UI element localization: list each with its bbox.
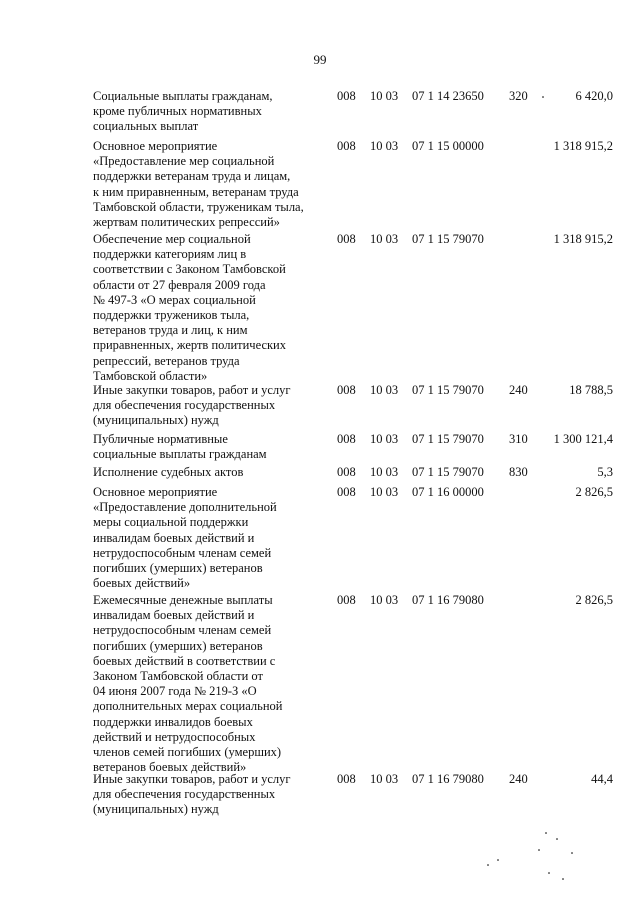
row-sum: 2 826,5 bbox=[575, 485, 613, 499]
row-csr: 07 1 16 79080 bbox=[412, 593, 484, 607]
row-sum: 2 826,5 bbox=[575, 593, 613, 607]
row-razdel: 10 03 bbox=[370, 139, 399, 153]
row-description: Обеспечение мер социальной поддержки категориям лиц в соответствии с Законом Тамбовской области от 27 февраля 2009 года № 497-З «О мерах социальной поддержки тружеников тыла, ветеранов труда и лиц, к ним приравненных, жертв политических репрессий, ветеранов труда Тамбовской области» bbox=[93, 232, 286, 383]
row-vedom: 008 bbox=[337, 485, 356, 499]
row-csr: 07 1 15 79070 bbox=[412, 465, 484, 479]
row-vedom: 008 bbox=[337, 593, 356, 607]
row-razdel: 10 03 bbox=[370, 465, 399, 479]
row-razdel: 10 03 bbox=[370, 232, 399, 246]
row-csr: 07 1 15 79070 bbox=[412, 383, 484, 397]
row-vedom: 008 bbox=[337, 465, 356, 479]
row-razdel: 10 03 bbox=[370, 485, 399, 499]
row-vid: 310 bbox=[509, 432, 528, 446]
row-csr: 07 1 16 79080 bbox=[412, 772, 484, 786]
row-description: Социальные выплаты гражданам, кроме публичных нормативных социальных выплат bbox=[93, 89, 273, 134]
row-description: Публичные нормативные социальные выплаты гражданам bbox=[93, 432, 267, 462]
row-description: Ежемесячные денежные выплаты инвалидам боевых действий и нетрудоспособным членам семей погибших (умерших) ветеранов боевых действий в соответствии с Законом Тамбовской области от 04 июня 2007 года № 219-З «О дополнительных мерах социальной поддержки инвалидов боевых действий и нетрудоспособных членов семей погибших (умерших) ветеранов боевых действий» bbox=[93, 593, 283, 775]
row-description: Исполнение судебных актов bbox=[93, 465, 244, 479]
row-csr: 07 1 15 79070 bbox=[412, 432, 484, 446]
row-razdel: 10 03 bbox=[370, 432, 399, 446]
row-vedom: 008 bbox=[337, 232, 356, 246]
row-csr: 07 1 15 00000 bbox=[412, 139, 484, 153]
row-sum: 18 788,5 bbox=[569, 383, 613, 397]
row-razdel: 10 03 bbox=[370, 593, 399, 607]
row-csr: 07 1 15 79070 bbox=[412, 232, 484, 246]
row-sum: 1 300 121,4 bbox=[553, 432, 613, 446]
row-vedom: 008 bbox=[337, 432, 356, 446]
row-vedom: 008 bbox=[337, 89, 356, 103]
row-vid: 240 bbox=[509, 383, 528, 397]
row-vid: 830 bbox=[509, 465, 528, 479]
row-vid: 240 bbox=[509, 772, 528, 786]
row-sum: 5,3 bbox=[597, 465, 613, 479]
row-vedom: 008 bbox=[337, 772, 356, 786]
row-vid: 320 bbox=[509, 89, 528, 103]
row-sum: 1 318 915,2 bbox=[553, 139, 613, 153]
row-razdel: 10 03 bbox=[370, 772, 399, 786]
row-razdel: 10 03 bbox=[370, 383, 399, 397]
row-description: Основное мероприятие «Предоставление дополнительной меры социальной поддержки инвалидам боевых действий и нетрудоспособным членам семей погибших (умерших) ветеранов боевых действий» bbox=[93, 485, 277, 591]
row-description: Основное мероприятие «Предоставление мер социальной поддержки ветеранам труда и лицам, к ним приравненным, ветеранам труда Тамбовской области, труженикам тыла, жертвам политических репрессий» bbox=[93, 139, 304, 230]
row-description: Иные закупки товаров, работ и услуг для обеспечения государственных (муниципальных) нужд bbox=[93, 772, 291, 817]
row-sum: 6 420,0 bbox=[575, 89, 613, 103]
row-vedom: 008 bbox=[337, 383, 356, 397]
row-csr: 07 1 16 00000 bbox=[412, 485, 484, 499]
row-vedom: 008 bbox=[337, 139, 356, 153]
row-sum: 44,4 bbox=[591, 772, 613, 786]
row-razdel: 10 03 bbox=[370, 89, 399, 103]
page-number: 99 bbox=[313, 52, 327, 67]
row-description: Иные закупки товаров, работ и услуг для обеспечения государственных (муниципальных) нужд bbox=[93, 383, 291, 428]
row-sum: 1 318 915,2 bbox=[553, 232, 613, 246]
row-csr: 07 1 14 23650 bbox=[412, 89, 484, 103]
